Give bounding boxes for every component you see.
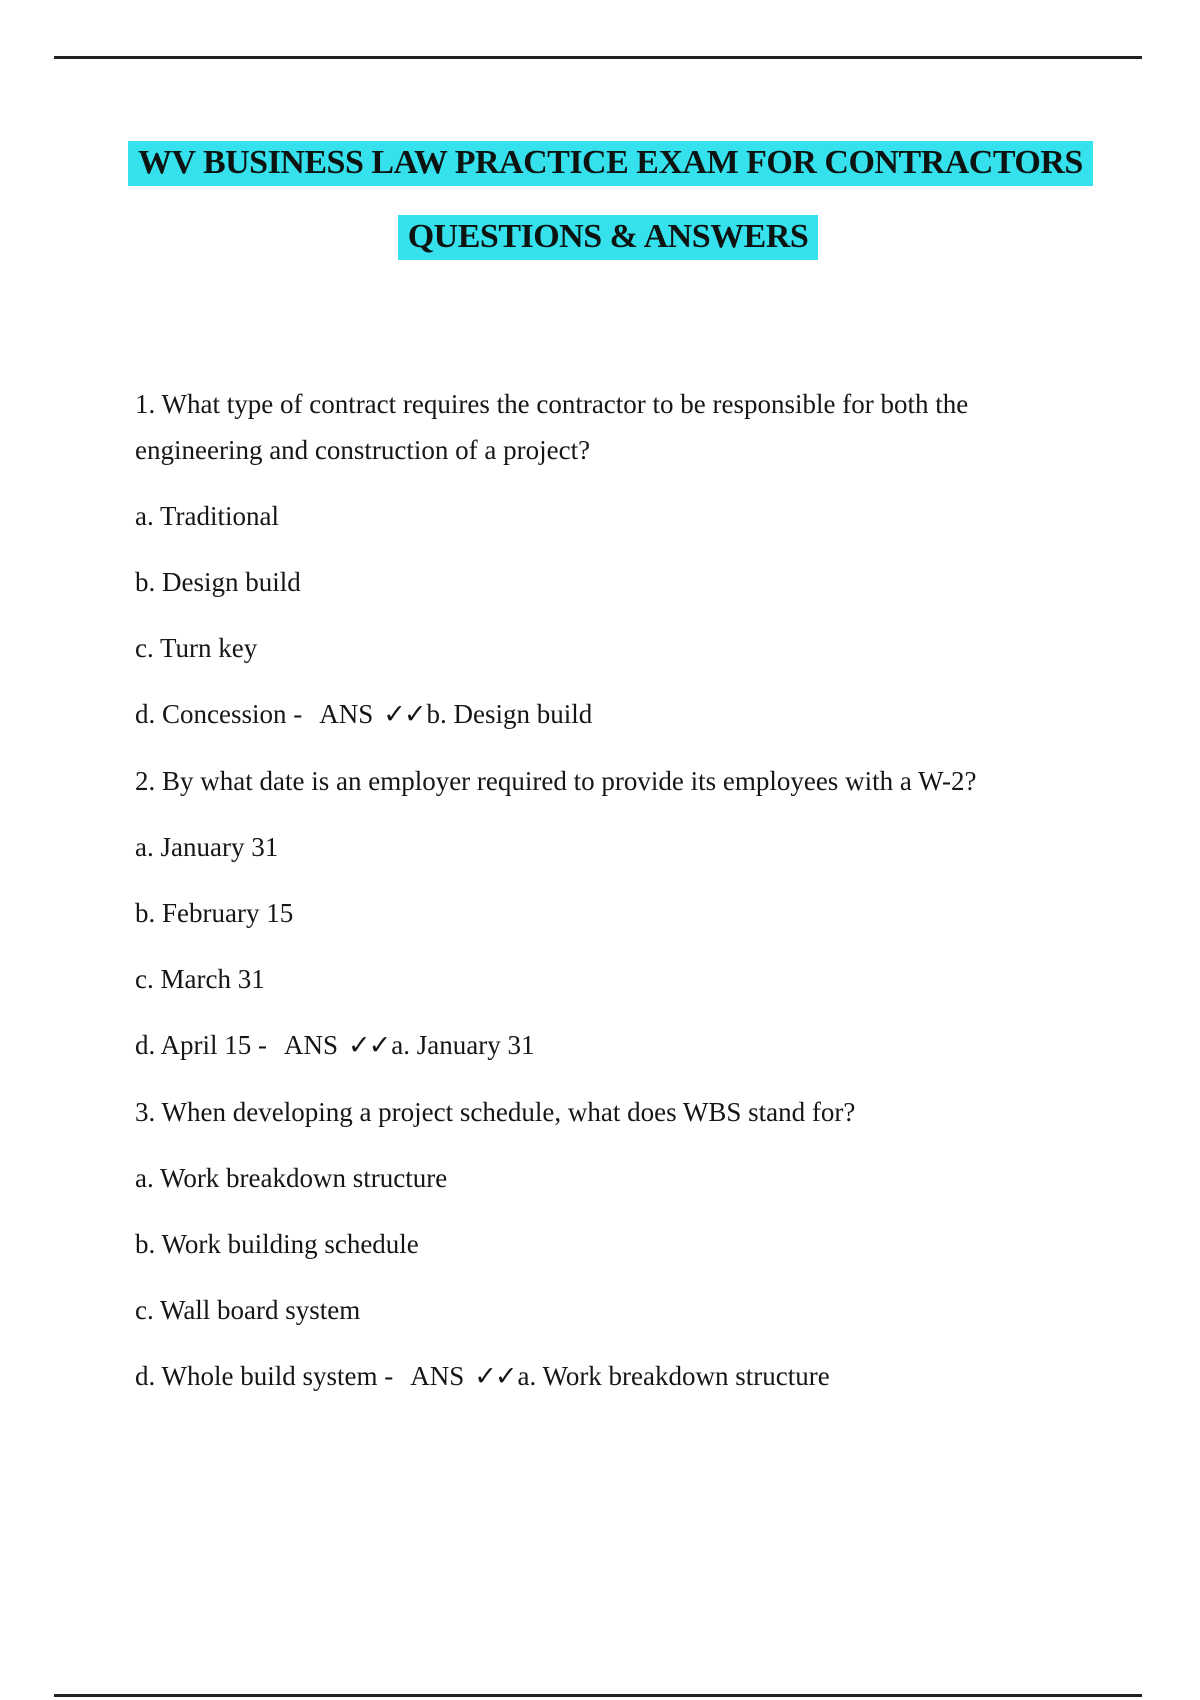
last-option-text: d. Concession - bbox=[135, 699, 303, 729]
option-text: a. Work breakdown structure bbox=[135, 1163, 448, 1193]
question-line: engineering and construction of a project? bbox=[135, 435, 591, 465]
option-text: b. Design build bbox=[135, 567, 301, 597]
option bbox=[135, 1155, 1075, 1201]
document-title bbox=[128, 141, 1088, 260]
top-horizontal-rule bbox=[54, 56, 1142, 59]
option bbox=[135, 956, 1075, 1002]
title-line-2-highlight: QUESTIONS & ANSWERS bbox=[398, 215, 819, 260]
option-text: c. Turn key bbox=[135, 633, 258, 663]
answer-line bbox=[135, 1022, 1075, 1069]
option bbox=[135, 890, 1075, 936]
double-checkmark-icon: ✓✓ bbox=[474, 1361, 516, 1392]
question-line: 1. What type of contract requires the contractor to be responsible for both the bbox=[135, 389, 969, 419]
exam-body bbox=[135, 381, 1075, 1420]
correct-answer-text: b. Design build bbox=[426, 699, 593, 729]
ans-marker: ANS bbox=[284, 1030, 339, 1060]
question-text bbox=[135, 381, 1075, 473]
option-text: c. March 31 bbox=[135, 964, 265, 994]
last-option-text: d. April 15 - bbox=[135, 1030, 267, 1060]
last-option-text: d. Whole build system - bbox=[135, 1361, 394, 1391]
question-text bbox=[135, 1089, 1075, 1135]
option-text: c. Wall board system bbox=[135, 1295, 361, 1325]
option bbox=[135, 1287, 1075, 1333]
title-line-2 bbox=[128, 215, 1088, 260]
double-checkmark-icon: ✓✓ bbox=[348, 1030, 390, 1061]
option-text: a. January 31 bbox=[135, 832, 279, 862]
correct-answer-text: a. January 31 bbox=[391, 1030, 535, 1060]
option bbox=[135, 559, 1075, 605]
double-checkmark-icon: ✓✓ bbox=[383, 699, 425, 730]
title-line-1-highlight: WV BUSINESS LAW PRACTICE EXAM FOR CONTRACTORS bbox=[128, 141, 1093, 186]
option-text: b. Work building schedule bbox=[135, 1229, 419, 1259]
answer-line bbox=[135, 691, 1075, 738]
ans-marker: ANS bbox=[319, 699, 374, 729]
option-text: a. Traditional bbox=[135, 501, 280, 531]
ans-marker: ANS bbox=[410, 1361, 465, 1391]
question-text bbox=[135, 758, 1075, 804]
option bbox=[135, 625, 1075, 671]
bottom-horizontal-rule bbox=[54, 1694, 1142, 1697]
question-line: 2. By what date is an employer required to provide its employees with a W-2? bbox=[135, 766, 977, 796]
question-line: 3. When developing a project schedule, what does WBS stand for? bbox=[135, 1097, 856, 1127]
option-text: b. February 15 bbox=[135, 898, 294, 928]
answer-line bbox=[135, 1353, 1075, 1400]
correct-answer-text: a. Work breakdown structure bbox=[517, 1361, 830, 1391]
title-line-1 bbox=[128, 141, 1088, 186]
option bbox=[135, 493, 1075, 539]
option bbox=[135, 1221, 1075, 1267]
option bbox=[135, 824, 1075, 870]
